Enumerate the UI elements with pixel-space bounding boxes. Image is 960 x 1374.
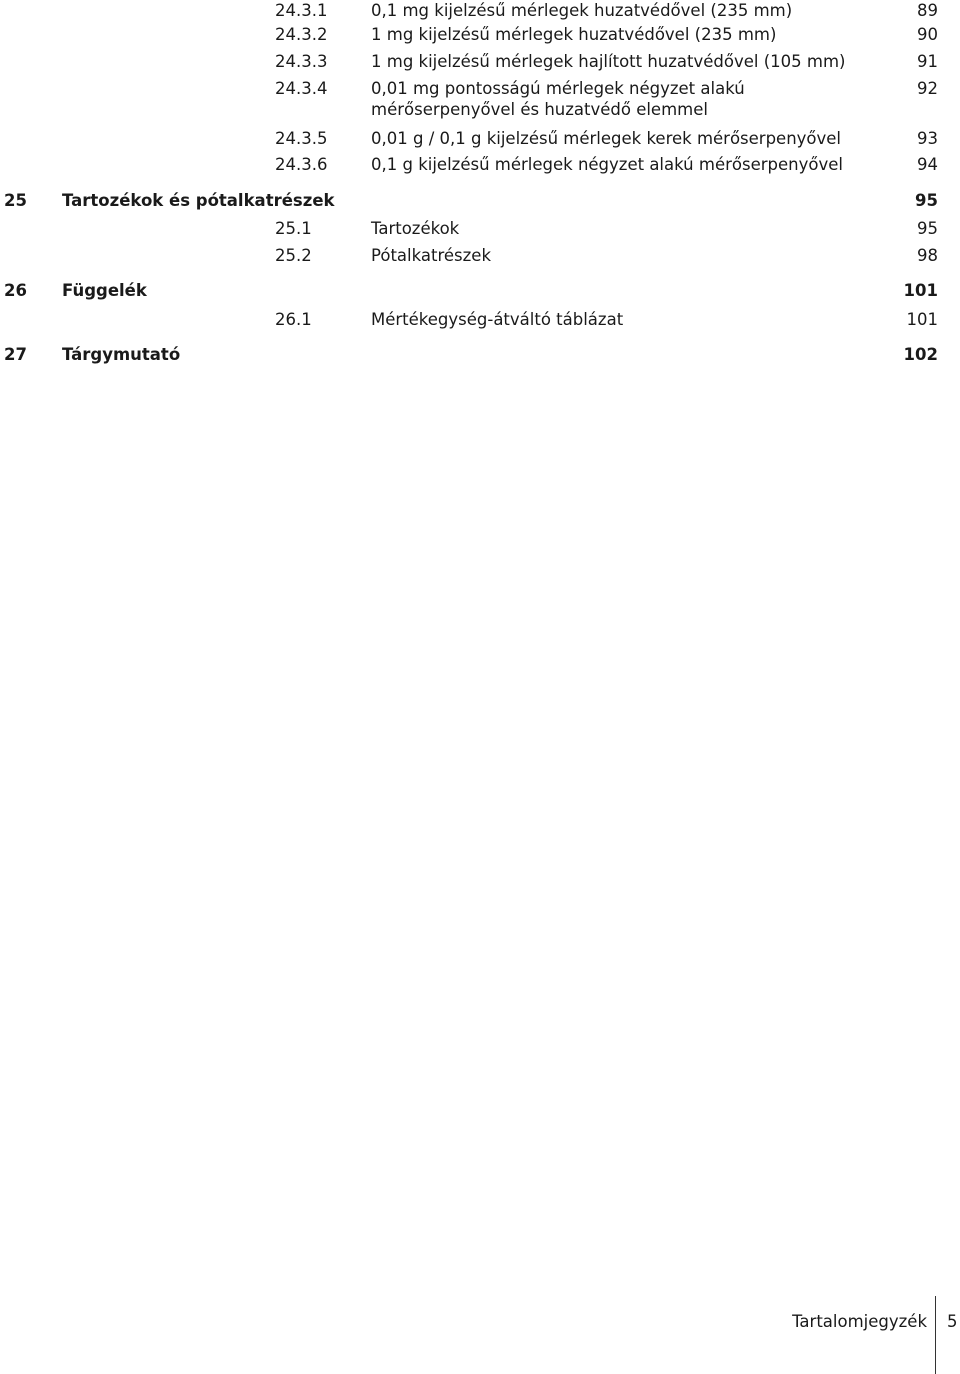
toc-chapter-title: Függelék: [62, 281, 147, 300]
toc-entry-page: 89: [917, 1, 938, 20]
toc-entry-page: 98: [917, 246, 938, 265]
toc-entry-title: Pótalkatrészek: [371, 246, 492, 265]
toc-entry-page: 101: [906, 310, 938, 329]
toc-entry-page: 90: [917, 25, 938, 44]
toc-entry-title: 0,01 g / 0,1 g kijelzésű mérlegek kerek mérőserpenyővel: [371, 129, 842, 148]
toc-entry-title: 1 mg kijelzésű mérlegek hajlított huzatvédővel (105 mm): [371, 52, 846, 71]
page-footer: [0, 1296, 960, 1374]
toc-entry-title: 0,1 mg kijelzésű mérlegek huzatvédővel (235 mm): [371, 1, 793, 20]
toc-entry-number: 24.3.1: [275, 1, 328, 20]
footer-page-number: 5: [947, 1312, 958, 1331]
footer-divider: [935, 1296, 936, 1374]
toc-entry-number: 24.3.5: [275, 129, 328, 148]
toc-entry-page: 94: [917, 155, 938, 174]
toc-entry-number: 24.3.6: [275, 155, 328, 174]
toc-chapter-page: 95: [915, 191, 938, 210]
toc-entry-title: 0,1 g kijelzésű mérlegek négyzet alakú mérőserpenyővel: [371, 155, 843, 174]
toc-entry-number: 24.3.2: [275, 25, 328, 44]
toc-entry-title: 0,01 mg pontosságú mérlegek négyzet alakú mérőserpenyővel és huzatvédő elemmel: [371, 79, 745, 119]
toc-entry-number: 25.2: [275, 246, 312, 265]
toc-entry-number: 24.3.4: [275, 79, 328, 98]
toc-entry-number: 26.1: [275, 310, 312, 329]
toc-entry-page: 91: [917, 52, 938, 71]
toc-entry-page: 95: [917, 219, 938, 238]
toc-chapter-title: Tárgymutató: [62, 345, 181, 364]
toc-entry-title: 1 mg kijelzésű mérlegek huzatvédővel (235 mm): [371, 25, 777, 44]
toc-entry-number: 25.1: [275, 219, 312, 238]
toc-chapter-page: 101: [903, 281, 938, 300]
footer-section-label: Tartalomjegyzék: [792, 1312, 927, 1331]
toc-entry-number: 24.3.3: [275, 52, 328, 71]
toc-chapter-number: 27: [4, 345, 27, 364]
toc-chapter-title: Tartozékok és pótalkatrészek: [62, 191, 335, 210]
toc-entry-title: Mértékegység-átváltó táblázat: [371, 310, 624, 329]
toc-chapter-page: 102: [903, 345, 938, 364]
toc-entry-page: 92: [917, 79, 938, 98]
toc-chapter-number: 26: [4, 281, 27, 300]
toc-entry-page: 93: [917, 129, 938, 148]
toc-chapter-number: 25: [4, 191, 27, 210]
toc-entry-title: Tartozékok: [371, 219, 460, 238]
